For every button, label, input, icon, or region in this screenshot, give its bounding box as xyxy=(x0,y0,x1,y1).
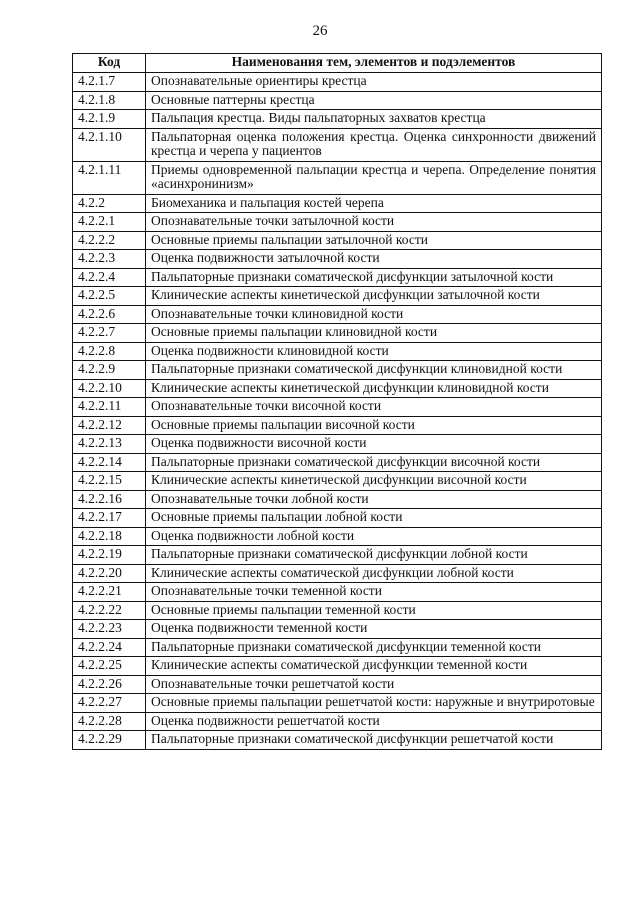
row-name: Пальпаторные признаки соматической дисфункции затылочной кости xyxy=(146,268,602,287)
row-code: 4.2.1.7 xyxy=(73,73,146,92)
topics-table xyxy=(72,53,602,750)
table-row xyxy=(73,379,602,398)
row-name: Основные приемы пальпации затылочной кости xyxy=(146,231,602,250)
row-name: Клинические аспекты соматической дисфункции теменной кости xyxy=(146,657,602,676)
row-name: Пальпация крестца. Виды пальпаторных захватов крестца xyxy=(146,110,602,129)
row-code: 4.2.2.19 xyxy=(73,546,146,565)
row-code: 4.2.2.22 xyxy=(73,601,146,620)
table-body xyxy=(73,73,602,750)
table-row xyxy=(73,305,602,324)
table-row xyxy=(73,110,602,129)
row-code: 4.2.2.3 xyxy=(73,250,146,269)
row-code: 4.2.2.4 xyxy=(73,268,146,287)
row-code: 4.2.2.27 xyxy=(73,694,146,713)
row-code: 4.2.2.8 xyxy=(73,342,146,361)
table-row xyxy=(73,161,602,194)
table-row xyxy=(73,435,602,454)
row-name: Оценка подвижности затылочной кости xyxy=(146,250,602,269)
table-row xyxy=(73,657,602,676)
row-code: 4.2.2.7 xyxy=(73,324,146,343)
row-code: 4.2.2.23 xyxy=(73,620,146,639)
row-name: Опознавательные ориентиры крестца xyxy=(146,73,602,92)
row-code: 4.2.2.1 xyxy=(73,213,146,232)
table-row xyxy=(73,472,602,491)
table-row xyxy=(73,128,602,161)
row-code: 4.2.2.20 xyxy=(73,564,146,583)
row-code: 4.2.2.2 xyxy=(73,231,146,250)
row-name: Пальпаторные признаки соматической дисфункции височной кости xyxy=(146,453,602,472)
table-row xyxy=(73,361,602,380)
row-code: 4.2.2.14 xyxy=(73,453,146,472)
row-name: Основные приемы пальпации решетчатой кости: наружные и внутриротовые xyxy=(146,694,602,713)
table-row xyxy=(73,73,602,92)
column-header-code: Код xyxy=(73,54,146,73)
table-header-row xyxy=(73,54,602,73)
table-row xyxy=(73,490,602,509)
row-code: 4.2.2.5 xyxy=(73,287,146,306)
table-row xyxy=(73,638,602,657)
table-row xyxy=(73,527,602,546)
row-name: Опознавательные точки клиновидной кости xyxy=(146,305,602,324)
row-name: Приемы одновременной пальпации крестца и черепа. Определение понятия «асинхронинизм» xyxy=(146,161,602,194)
row-code: 4.2.2.15 xyxy=(73,472,146,491)
table-row xyxy=(73,91,602,110)
row-name: Опознавательные точки затылочной кости xyxy=(146,213,602,232)
table-row xyxy=(73,231,602,250)
table-row xyxy=(73,694,602,713)
row-name: Пальпаторные признаки соматической дисфункции клиновидной кости xyxy=(146,361,602,380)
table-row xyxy=(73,509,602,528)
table-row xyxy=(73,601,602,620)
table-row xyxy=(73,453,602,472)
row-code: 4.2.2.17 xyxy=(73,509,146,528)
table-row xyxy=(73,564,602,583)
row-code: 4.2.2.9 xyxy=(73,361,146,380)
row-code: 4.2.1.10 xyxy=(73,128,146,161)
row-name: Оценка подвижности теменной кости xyxy=(146,620,602,639)
table-row xyxy=(73,416,602,435)
row-code: 4.2.2.26 xyxy=(73,675,146,694)
row-code: 4.2.1.8 xyxy=(73,91,146,110)
table-row xyxy=(73,194,602,213)
row-code: 4.2.2.16 xyxy=(73,490,146,509)
row-code: 4.2.2.18 xyxy=(73,527,146,546)
row-name: Оценка подвижности решетчатой кости xyxy=(146,712,602,731)
row-name: Оценка подвижности височной кости xyxy=(146,435,602,454)
table-row xyxy=(73,583,602,602)
row-code: 4.2.2.24 xyxy=(73,638,146,657)
row-code: 4.2.2.12 xyxy=(73,416,146,435)
row-code: 4.2.2.28 xyxy=(73,712,146,731)
row-name: Клинические аспекты кинетической дисфункции клиновидной кости xyxy=(146,379,602,398)
row-name: Биомеханика и пальпация костей черепа xyxy=(146,194,602,213)
row-code: 4.2.2.29 xyxy=(73,731,146,750)
column-header-name: Наименования тем, элементов и подэлементов xyxy=(146,54,602,73)
row-name: Основные приемы пальпации лобной кости xyxy=(146,509,602,528)
row-name: Основные паттерны крестца xyxy=(146,91,602,110)
table-row xyxy=(73,342,602,361)
table-row xyxy=(73,712,602,731)
table-row xyxy=(73,546,602,565)
table-row xyxy=(73,268,602,287)
row-name: Клинические аспекты кинетической дисфункции затылочной кости xyxy=(146,287,602,306)
row-name: Пальпаторные признаки соматической дисфункции лобной кости xyxy=(146,546,602,565)
table-row xyxy=(73,250,602,269)
row-code: 4.2.2.25 xyxy=(73,657,146,676)
row-code: 4.2.2.10 xyxy=(73,379,146,398)
table-row xyxy=(73,287,602,306)
row-code: 4.2.2.13 xyxy=(73,435,146,454)
table-row xyxy=(73,675,602,694)
row-code: 4.2.1.9 xyxy=(73,110,146,129)
table-row xyxy=(73,620,602,639)
row-name: Клинические аспекты соматической дисфункции лобной кости xyxy=(146,564,602,583)
row-name: Оценка подвижности клиновидной кости xyxy=(146,342,602,361)
table-row xyxy=(73,398,602,417)
row-code: 4.2.2.21 xyxy=(73,583,146,602)
row-name: Основные приемы пальпации височной кости xyxy=(146,416,602,435)
row-code: 4.2.2.11 xyxy=(73,398,146,417)
table-row xyxy=(73,324,602,343)
row-name: Основные приемы пальпации клиновидной кости xyxy=(146,324,602,343)
table-row xyxy=(73,731,602,750)
row-name: Пальпаторные признаки соматической дисфункции решетчатой кости xyxy=(146,731,602,750)
row-code: 4.2.2 xyxy=(73,194,146,213)
row-name: Пальпаторные признаки соматической дисфункции теменной кости xyxy=(146,638,602,657)
row-code: 4.2.1.11 xyxy=(73,161,146,194)
row-name: Опознавательные точки лобной кости xyxy=(146,490,602,509)
row-name: Опознавательные точки теменной кости xyxy=(146,583,602,602)
row-name: Пальпаторная оценка положения крестца. Оценка синхронности движений крестца и черепа у пациентов xyxy=(146,128,602,161)
row-name: Опознавательные точки височной кости xyxy=(146,398,602,417)
row-name: Оценка подвижности лобной кости xyxy=(146,527,602,546)
table-row xyxy=(73,213,602,232)
row-code: 4.2.2.6 xyxy=(73,305,146,324)
page-number: 26 xyxy=(312,23,328,39)
row-name: Опознавательные точки решетчатой кости xyxy=(146,675,602,694)
row-name: Основные приемы пальпации теменной кости xyxy=(146,601,602,620)
row-name: Клинические аспекты кинетической дисфункции височной кости xyxy=(146,472,602,491)
